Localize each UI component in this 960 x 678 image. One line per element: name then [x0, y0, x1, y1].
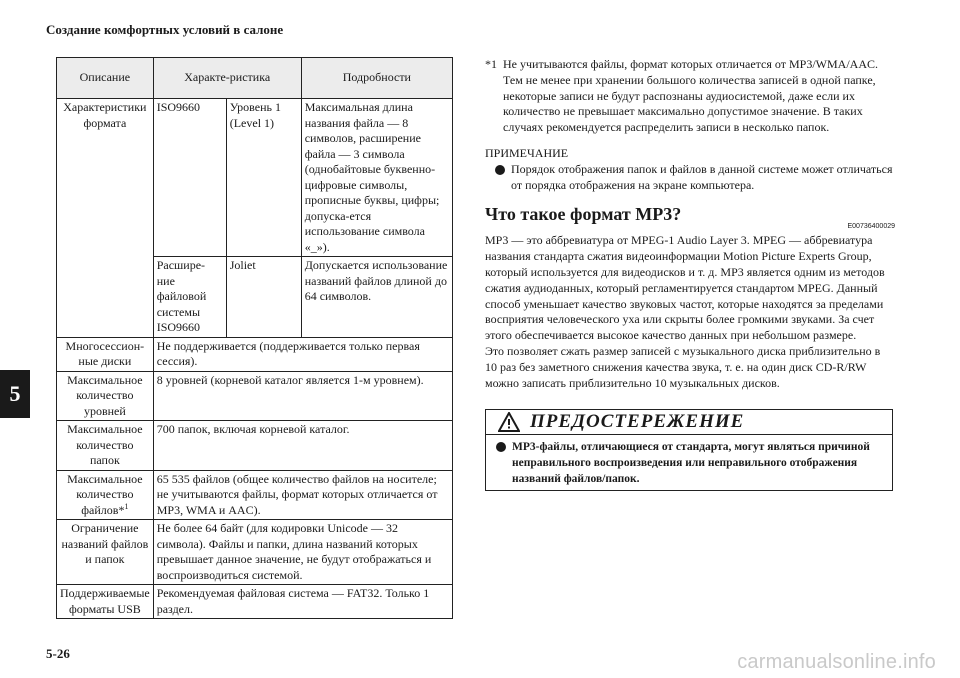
row-char-level: Уровень 1 (Level 1) — [226, 99, 301, 257]
table-row — [57, 421, 453, 471]
watermark: carmanualsonline.info — [737, 651, 936, 673]
section-code: E00736400029 — [847, 223, 895, 231]
footnote-ref: 1 — [124, 501, 129, 511]
section-body — [485, 233, 895, 391]
note-title: ПРИМЕЧАНИЕ — [485, 145, 569, 160]
warning-title: ПРЕДОСТЕРЕЖЕНИЕ — [530, 411, 745, 433]
row-detail-max-folders: 700 папок, включая корневой каталог. — [153, 421, 452, 471]
section-title: Что такое формат MP3? — [485, 204, 682, 225]
row-desc-multisession: Многосессион-ные диски — [57, 337, 154, 371]
section-paragraph: Это позволяет сжать размер записей с музыкального диска приблизительно в 10 раз без заметного снижения качества звука, т. е. на один диск CD-R/RW можно записать приблизительно 10 музыкальных дисков. — [485, 343, 881, 390]
warning-item — [486, 435, 892, 487]
footnote — [485, 57, 895, 136]
row-desc-max-levels: Максимальное количество уровней — [57, 371, 154, 421]
row-detail-name-limit: Не более 64 байт (для кодировки Unicode — 32 символа). Файлы и папки, длина названий которых превышает данное значение, не будут отображаться и воспроизводиться системой. — [153, 520, 452, 585]
page-header-title: Создание комфортных условий в салоне — [46, 22, 284, 37]
row-char-iso: ISO9660 — [153, 99, 226, 257]
page-number: 5-26 — [46, 646, 70, 661]
row-desc-name-limit: Ограничение названий файлов и папок — [57, 520, 154, 585]
section-heading — [485, 204, 895, 231]
row-char-joliet: Joliet — [226, 257, 301, 338]
row-desc-format: Характеристики формата — [57, 99, 154, 338]
table-row — [57, 585, 453, 619]
max-files-label: Максимальное количество файлов* — [67, 471, 143, 517]
col-header-details: Подробности — [301, 58, 452, 99]
row-detail-usb: Рекомендуемая файловая система — FAT32. Только 1 раздел. — [153, 585, 452, 619]
col-header-characteristic: Характе-ристика — [153, 58, 301, 99]
right-column — [485, 57, 895, 491]
note-text: Порядок отображения папок и файлов в данной системе может отличаться от порядка отображения на экране компьютера. — [511, 161, 893, 192]
table-row — [57, 371, 453, 421]
warning-text: MP3-файлы, отличающиеся от стандарта, могут являться причиной неправильного воспроизведения или неправильного отображения названий файлов/папок. — [512, 441, 870, 486]
table-row — [57, 99, 453, 257]
bullet-icon — [496, 442, 506, 452]
footnote-text: Не учитываются файлы, формат которых отличается от MP3/WMA/AAC. Тем не менее при хранении большого количества записей в одной папке, некоторые записи не будут распознаны аудиосистемой, даже если их количество не превышает максимально допустимое значение. В таких случаях рекомендуется распределить записи в несколько папок. — [503, 57, 878, 135]
table-row — [57, 520, 453, 585]
table-row — [57, 470, 453, 520]
row-desc-max-folders: Максимальное количество папок — [57, 421, 154, 471]
row-detail-max-files: 65 535 файлов (общее количество файлов на носителе; не учитываются файлы, формат которых отличается от MP3, WMA и AAC). — [153, 470, 452, 520]
warning-triangle-icon — [498, 412, 520, 432]
chapter-tab: 5 — [0, 370, 30, 418]
row-char-extension: Расшире-ние файловой системы ISO9660 — [153, 257, 226, 338]
row-detail-max-levels: 8 уровней (корневой каталог является 1-м уровнем). — [153, 371, 452, 421]
row-desc-max-files — [57, 470, 154, 520]
row-detail-multisession: Не поддерживается (поддерживается только первая сессия). — [153, 337, 452, 371]
row-detail-level: Максимальная длина названия файла — 8 символов, расширение файла — 3 символа (однобайтовые буквенно-цифровые символы, прописные буквы, цифры; допуска-ется использование символа «_»). — [301, 99, 452, 257]
specification-table — [56, 57, 453, 619]
warning-box — [485, 409, 893, 491]
section-paragraph: MP3 — это аббревиатура от MPEG-1 Audio Layer 3. MPEG — аббревиатура названия стандарта сжатия видеоинформации Motion Picture Experts Group, который используется для видеодисков и т. д. MP3 является одним из методов сжатия аудиоданных, который регламентируется стандартом MPEG. Данный способ уменьшает качество звуковых частот, которые находятся за пределами восприятия человеческого уха или скрыты более громкими звуками. За счет этого обеспечивается высокое качество данных при небольшом размере. — [485, 233, 885, 343]
table-header-row — [57, 58, 453, 99]
table-row — [57, 337, 453, 371]
note-item — [485, 162, 895, 194]
footnote-mark: *1 — [485, 57, 497, 71]
row-desc-usb: Поддерживаемые форматы USB — [57, 585, 154, 619]
col-header-description: Описание — [57, 58, 154, 99]
bullet-icon — [495, 165, 505, 175]
warning-header — [486, 410, 892, 435]
row-detail-joliet: Допускается использование названий файлов длиной до 64 символов. — [301, 257, 452, 338]
